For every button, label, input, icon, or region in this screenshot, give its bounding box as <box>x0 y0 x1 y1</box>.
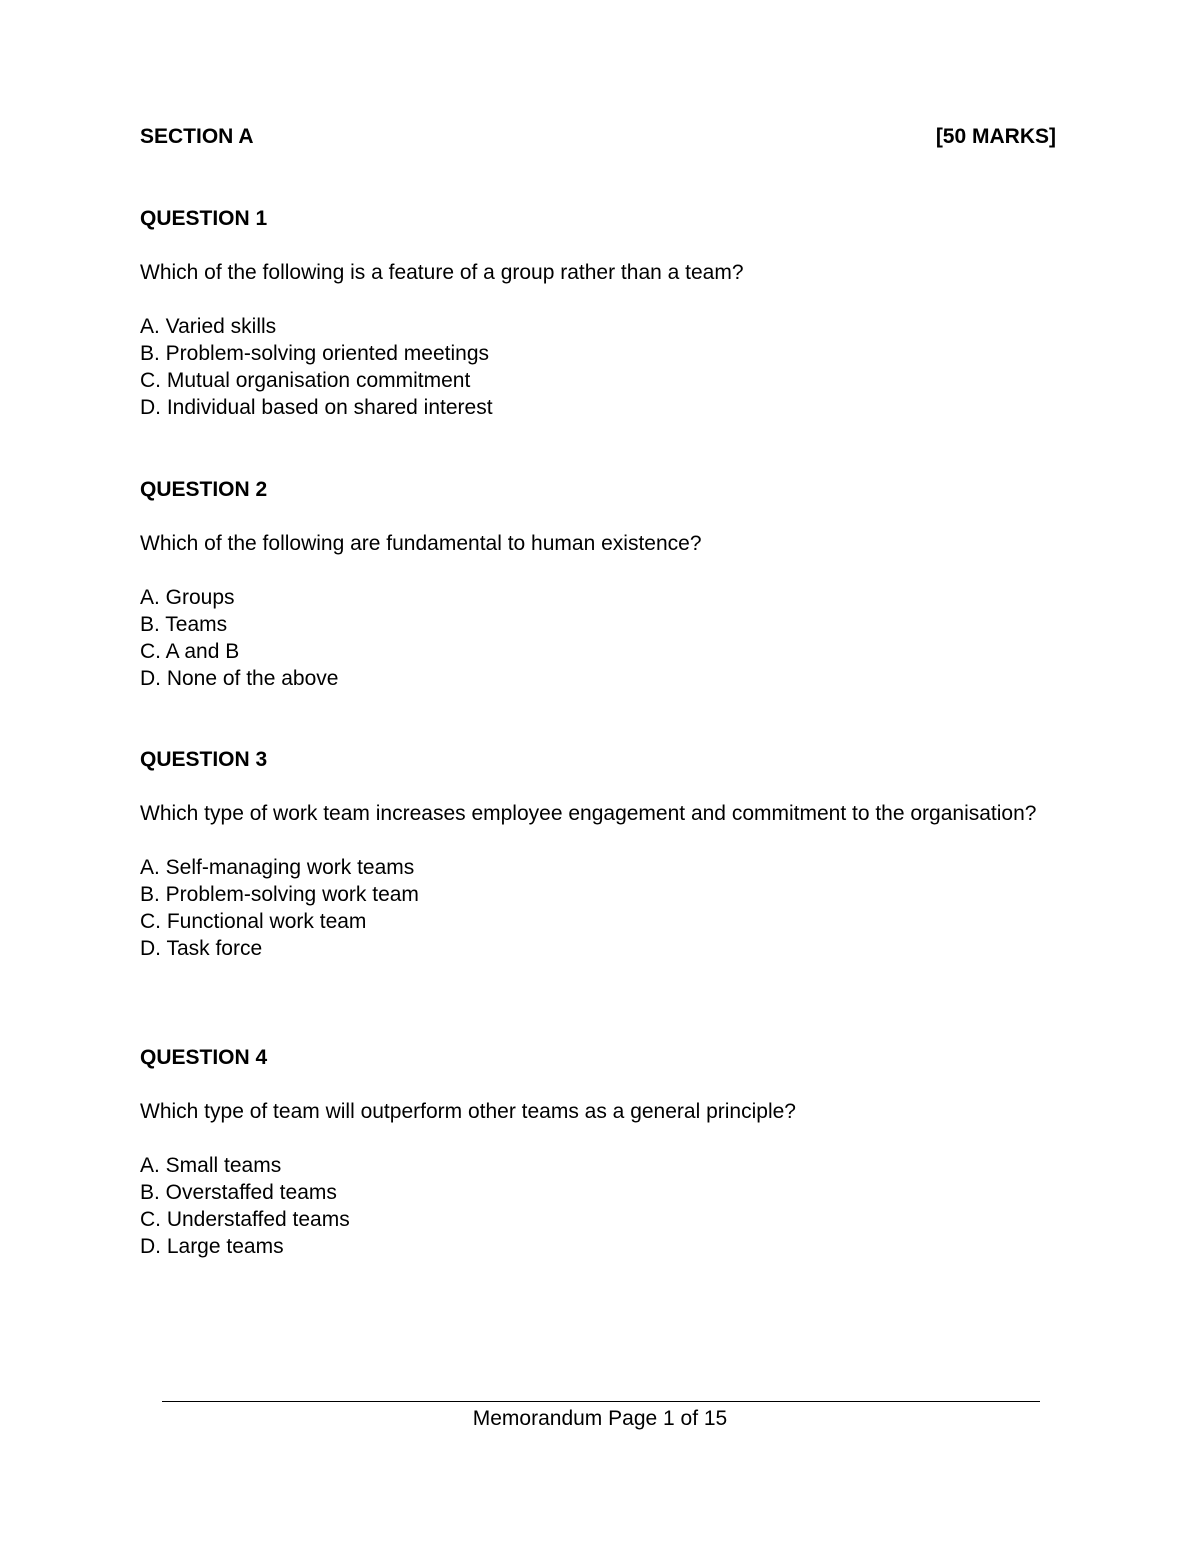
question-text: Which type of team will outperform other teams as a general principle? <box>140 1100 796 1123</box>
option-d: D. None of the above <box>140 667 339 690</box>
option-a: A. Varied skills <box>140 315 277 338</box>
question-3 <box>140 746 1060 962</box>
question-heading: QUESTION 4 <box>140 1046 268 1069</box>
option-b: B. Overstaffed teams <box>140 1181 337 1204</box>
page-footer: Memorandum Page 1 of 15 <box>472 1407 728 1430</box>
question-4 <box>140 1044 1060 1260</box>
question-1 <box>140 205 1060 421</box>
section-marks: [50 MARKS] <box>935 125 1056 148</box>
option-c: C. Mutual organisation commitment <box>140 369 471 392</box>
question-heading: QUESTION 3 <box>140 748 268 771</box>
option-list <box>140 584 1060 692</box>
footer-divider <box>162 1401 1040 1402</box>
option-c: C. A and B <box>140 640 240 663</box>
option-a: A. Self-managing work teams <box>140 856 415 879</box>
option-list <box>140 854 1060 962</box>
option-d: D. Individual based on shared interest <box>140 396 493 419</box>
option-a: A. Small teams <box>140 1154 282 1177</box>
option-b: B. Problem-solving work team <box>140 883 419 906</box>
option-list <box>140 1152 1060 1260</box>
question-text: Which type of work team increases employee engagement and commitment to the organisation? <box>140 802 1037 825</box>
question-2 <box>140 476 1060 692</box>
option-c: C. Functional work team <box>140 910 367 933</box>
question-heading: QUESTION 1 <box>140 207 268 230</box>
question-heading: QUESTION 2 <box>140 478 268 501</box>
section-title: SECTION A <box>140 125 254 148</box>
option-b: B. Teams <box>140 613 228 636</box>
option-d: D. Large teams <box>140 1235 284 1258</box>
option-b: B. Problem-solving oriented meetings <box>140 342 490 365</box>
question-text: Which of the following are fundamental to human existence? <box>140 532 702 555</box>
section-header <box>140 125 1056 155</box>
question-text: Which of the following is a feature of a group rather than a team? <box>140 261 744 284</box>
option-d: D. Task force <box>140 937 263 960</box>
option-a: A. Groups <box>140 586 235 609</box>
option-c: C. Understaffed teams <box>140 1208 350 1231</box>
option-list <box>140 313 1060 421</box>
